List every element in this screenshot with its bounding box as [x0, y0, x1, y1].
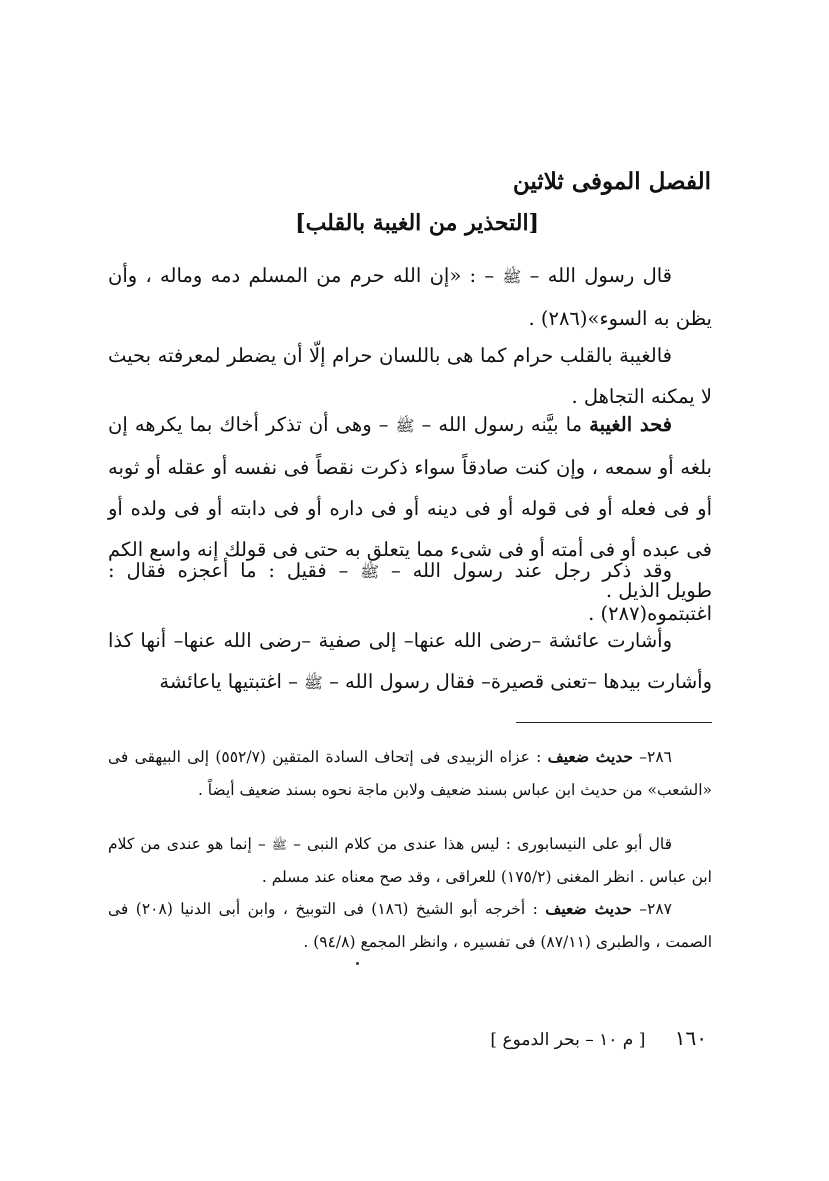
chapter-title: الفصل الموفى ثلاثين — [512, 168, 711, 195]
footnote-number: ٢٨٦– — [633, 748, 672, 766]
paragraph-text: – اغتبتيها ياعائشة — [159, 670, 305, 693]
footnote-grade: حديث ضعيف — [545, 899, 632, 918]
footnote — [108, 828, 712, 894]
paragraph-text: ما بيَّنه رسول الله – — [414, 413, 590, 436]
salawat-seal-icon: ﷺ — [395, 417, 415, 435]
signature-mark: [ م ١٠ – بحر الدموع ] — [490, 1030, 646, 1050]
footnote — [108, 740, 712, 807]
paragraph — [108, 620, 712, 704]
paragraph-text: – : «إن الله حرم من المسلم دمه وماله ، وأن يظن به السوء»(٢٨٦) . — [108, 264, 712, 330]
salawat-seal-icon: ﷺ — [502, 268, 522, 286]
page-number: ١٦٠ — [674, 1026, 707, 1050]
chapter-subtitle: [التحذير من الغيبة بالقلب] — [295, 210, 539, 236]
paragraph-text: وأشارت عائشة –رضى الله عنها– إلى صفية –رضى الله عنها– أنها كذا وأشارت بيدها –تعنى قصيرة– فقال رسول الله – — [108, 629, 712, 693]
paragraph-text: – فقيل : ما أعجزه فقال : اغتبتموه(٢٨٧) . — [108, 559, 712, 625]
footnote-text: : أخرجه أبو الشيخ (١٨٦) فى التوبيخ ، وابن أبى الدنيا (٢٠٨) فى الصمت ، والطبرى (٨٧/١١) فى تفسيره ، وانظر المجمع (٩٤/٨) . — [108, 900, 712, 951]
paragraph-text: – وهى أن تذكر أخاك بما يكرهه إن بلغه أو سمعه ، وإن كنت صادقاً سواء ذكرت نقصاً فى نفسه أو عقله أو ثوبه أو فى فعله أو فى قوله أو فى دينه أو فى داره أو فى دابته أو فى ولده أو فى عبده أو فى أمته أو فى شىء مما يتعلق به حتى فى قولك إنه واسع الكم طويل الذيل . — [108, 413, 712, 602]
paragraph — [108, 255, 712, 339]
paragraph-text: قال رسول الله – — [521, 264, 672, 287]
footnote-text: : عزاه الزبيدى فى إتحاف السادة المتقين (٥٥٢/٧) إلى البيهقى فى «الشعب» من حديث ابن عباس بسند ضعيف ولابن ماجة نحوه بسند ضعيف أيضاً . — [108, 748, 712, 799]
paragraph-text: وقد ذكر رجل عند رسول الله – — [379, 559, 672, 582]
page-footer — [490, 1026, 707, 1050]
paragraph-text: فالغيبة بالقلب حرام كما هى باللسان حرام إلّا أن يضطر لمعرفته بحيث لا يمكنه التجاهل . — [108, 344, 712, 408]
footnote — [108, 892, 712, 959]
salawat-seal-icon: ﷺ — [271, 837, 287, 852]
footnote-text: – إنما هو عندى من كلام ابن عباس . انظر المغنى (١٧٥/٢) للعراقى ، وقد صح معناه عند مسلم . — [108, 835, 712, 886]
footnote-text: قال أبو على النيسابورى : ليس هذا عندى من كلام النبى – — [286, 835, 672, 853]
footnote-number: ٢٨٧– — [631, 900, 673, 918]
salawat-seal-icon: ﷺ — [360, 563, 380, 581]
footnote-separator — [516, 722, 712, 723]
print-speck — [356, 962, 359, 965]
paragraph-bold-term: فحد الغيبة — [589, 413, 672, 436]
salawat-seal-icon: ﷺ — [304, 674, 323, 692]
footnote-grade: حديث ضعيف — [547, 747, 633, 766]
